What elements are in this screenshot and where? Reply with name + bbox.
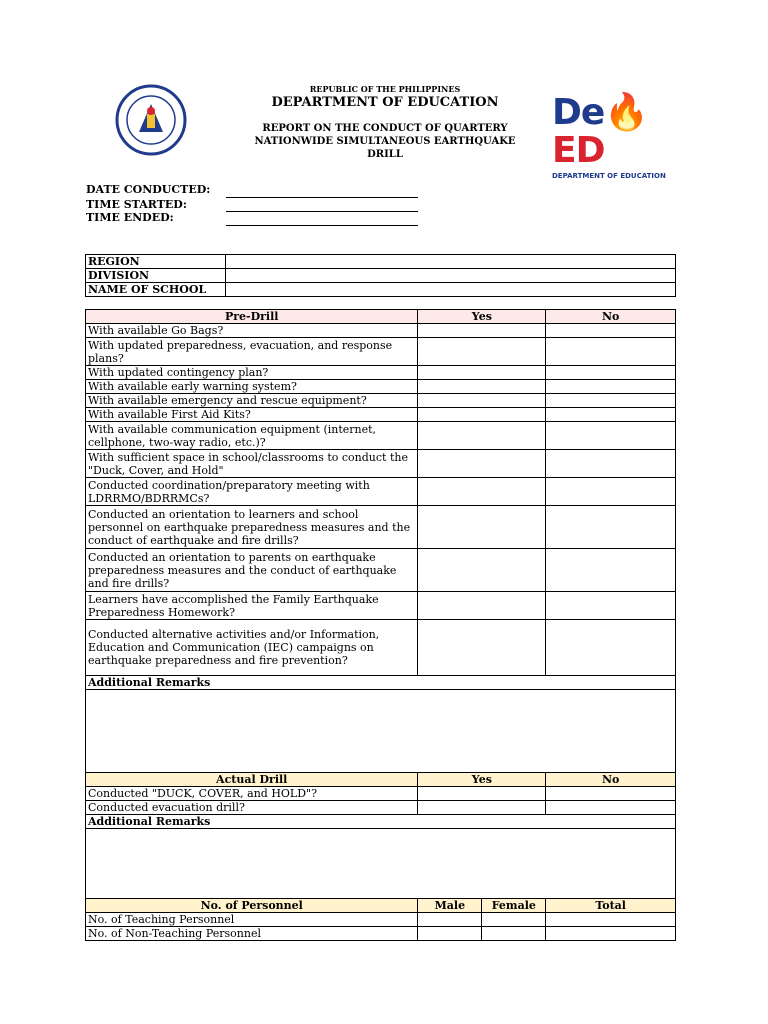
male-header: Male (418, 899, 482, 913)
date-conducted-label: DATE CONDUCTED: (86, 183, 211, 196)
predrill-yes-cell[interactable] (418, 592, 546, 620)
predrill-item: With available early warning system? (86, 380, 418, 394)
actual-item: Conducted "DUCK, COVER, and HOLD"? (86, 787, 418, 801)
school-info-table (85, 254, 676, 297)
predrill-item: With available emergency and rescue equipment? (86, 394, 418, 408)
predrill-yes-cell[interactable] (418, 506, 546, 549)
predrill-no-cell[interactable] (546, 394, 676, 408)
actual-remarks-label: Additional Remarks (86, 815, 676, 829)
predrill-no-cell[interactable] (546, 592, 676, 620)
time-ended-label: TIME ENDED: (86, 211, 174, 224)
predrill-item: With available communication equipment (internet, cellphone, two-way radio, etc.)? (86, 422, 418, 450)
report-title-line-1: REPORT ON THE CONDUCT OF QUARTERY (262, 123, 508, 134)
actual-drill-header: Actual Drill (86, 773, 418, 787)
personnel-row-label: No. of Teaching Personnel (86, 913, 418, 927)
predrill-yes-cell[interactable] (418, 366, 546, 380)
predrill-no-cell[interactable] (546, 380, 676, 394)
time-ended-field[interactable] (226, 212, 418, 226)
predrill-yes-cell[interactable] (418, 380, 546, 394)
predrill-no-cell[interactable] (546, 408, 676, 422)
torch-icon: 🔥 (604, 92, 649, 133)
predrill-yes-cell[interactable] (418, 324, 546, 338)
actual-no-cell[interactable] (546, 801, 676, 815)
actual-yes-cell[interactable] (418, 787, 546, 801)
predrill-item: Conducted alternative activities and/or Information, Education and Communication (IEC) campaigns on earthquake preparedness and fire prevention? (86, 620, 418, 676)
personnel-header: No. of Personnel (86, 899, 418, 913)
actual-remarks-field[interactable] (86, 829, 676, 899)
republic-label: REPUBLIC OF THE PHILIPPINES (309, 84, 461, 94)
time-started-field[interactable] (226, 198, 418, 212)
total-cell[interactable] (546, 927, 676, 941)
predrill-remarks-field[interactable] (86, 690, 676, 773)
predrill-no-cell[interactable] (546, 620, 676, 676)
predrill-item: Conducted an orientation to learners and school personnel on earthquake preparedness measures and the conduct of earthquake and fire drills? (86, 506, 418, 549)
predrill-yes-cell[interactable] (418, 408, 546, 422)
region-field[interactable] (226, 255, 676, 269)
predrill-no-cell[interactable] (546, 422, 676, 450)
actual-no-header: No (546, 773, 676, 787)
division-field[interactable] (226, 269, 676, 283)
actual-item: Conducted evacuation drill? (86, 801, 418, 815)
predrill-header: Pre-Drill (86, 310, 418, 324)
predrill-yes-header: Yes (418, 310, 546, 324)
predrill-yes-cell[interactable] (418, 620, 546, 676)
division-label: DIVISION (86, 269, 226, 283)
predrill-yes-cell[interactable] (418, 394, 546, 408)
female-cell[interactable] (482, 927, 546, 941)
total-header: Total (546, 899, 676, 913)
total-cell[interactable] (546, 913, 676, 927)
predrill-item: Conducted an orientation to parents on earthquake preparedness measures and the conduct of earthquake and fire drills? (86, 549, 418, 592)
region-label: REGION (86, 255, 226, 269)
report-title (230, 122, 540, 161)
predrill-yes-cell[interactable] (418, 478, 546, 506)
predrill-item: Conducted coordination/preparatory meeting with LDRRMO/BDRRMCs? (86, 478, 418, 506)
predrill-yes-cell[interactable] (418, 338, 546, 366)
actual-yes-cell[interactable] (418, 801, 546, 815)
deped-logo-right: ED (552, 130, 605, 171)
male-cell[interactable] (418, 927, 482, 941)
predrill-item: With available Go Bags? (86, 324, 418, 338)
predrill-yes-cell[interactable] (418, 422, 546, 450)
actual-no-cell[interactable] (546, 787, 676, 801)
predrill-item: Learners have accomplished the Family Earthquake Preparedness Homework? (86, 592, 418, 620)
predrill-no-cell[interactable] (546, 450, 676, 478)
school-name-label: NAME OF SCHOOL (86, 283, 226, 297)
female-header: Female (482, 899, 546, 913)
predrill-no-cell[interactable] (546, 338, 676, 366)
report-title-line-2: NATIONWIDE SIMULTANEOUS EARTHQUAKE (254, 136, 516, 147)
male-cell[interactable] (418, 913, 482, 927)
actual-yes-header: Yes (418, 773, 546, 787)
date-conducted-field[interactable] (226, 184, 418, 198)
predrill-item: With updated contingency plan? (86, 366, 418, 380)
school-name-field[interactable] (226, 283, 676, 297)
predrill-item: With updated preparedness, evacuation, and response plans? (86, 338, 418, 366)
personnel-row-label: No. of Non-Teaching Personnel (86, 927, 418, 941)
deped-logo-left: De (552, 92, 605, 133)
predrill-no-cell[interactable] (546, 478, 676, 506)
predrill-yes-cell[interactable] (418, 549, 546, 592)
deped-brand-logo (552, 92, 682, 180)
department-title: DEPARTMENT OF EDUCATION (271, 95, 499, 110)
predrill-no-cell[interactable] (546, 549, 676, 592)
report-title-line-3: DRILL (367, 149, 403, 160)
predrill-remarks-label: Additional Remarks (86, 676, 676, 690)
predrill-no-cell[interactable] (546, 324, 676, 338)
drill-checklist-table (85, 309, 676, 941)
time-started-label: TIME STARTED: (86, 198, 187, 211)
predrill-yes-cell[interactable] (418, 450, 546, 478)
predrill-item: With available First Aid Kits? (86, 408, 418, 422)
predrill-item: With sufficient space in school/classrooms to conduct the "Duck, Cover, and Hold" (86, 450, 418, 478)
predrill-no-header: No (546, 310, 676, 324)
deped-logo-subtitle: DEPARTMENT OF EDUCATION (552, 172, 666, 180)
female-cell[interactable] (482, 913, 546, 927)
predrill-no-cell[interactable] (546, 506, 676, 549)
predrill-no-cell[interactable] (546, 366, 676, 380)
deped-seal-logo (105, 84, 197, 156)
